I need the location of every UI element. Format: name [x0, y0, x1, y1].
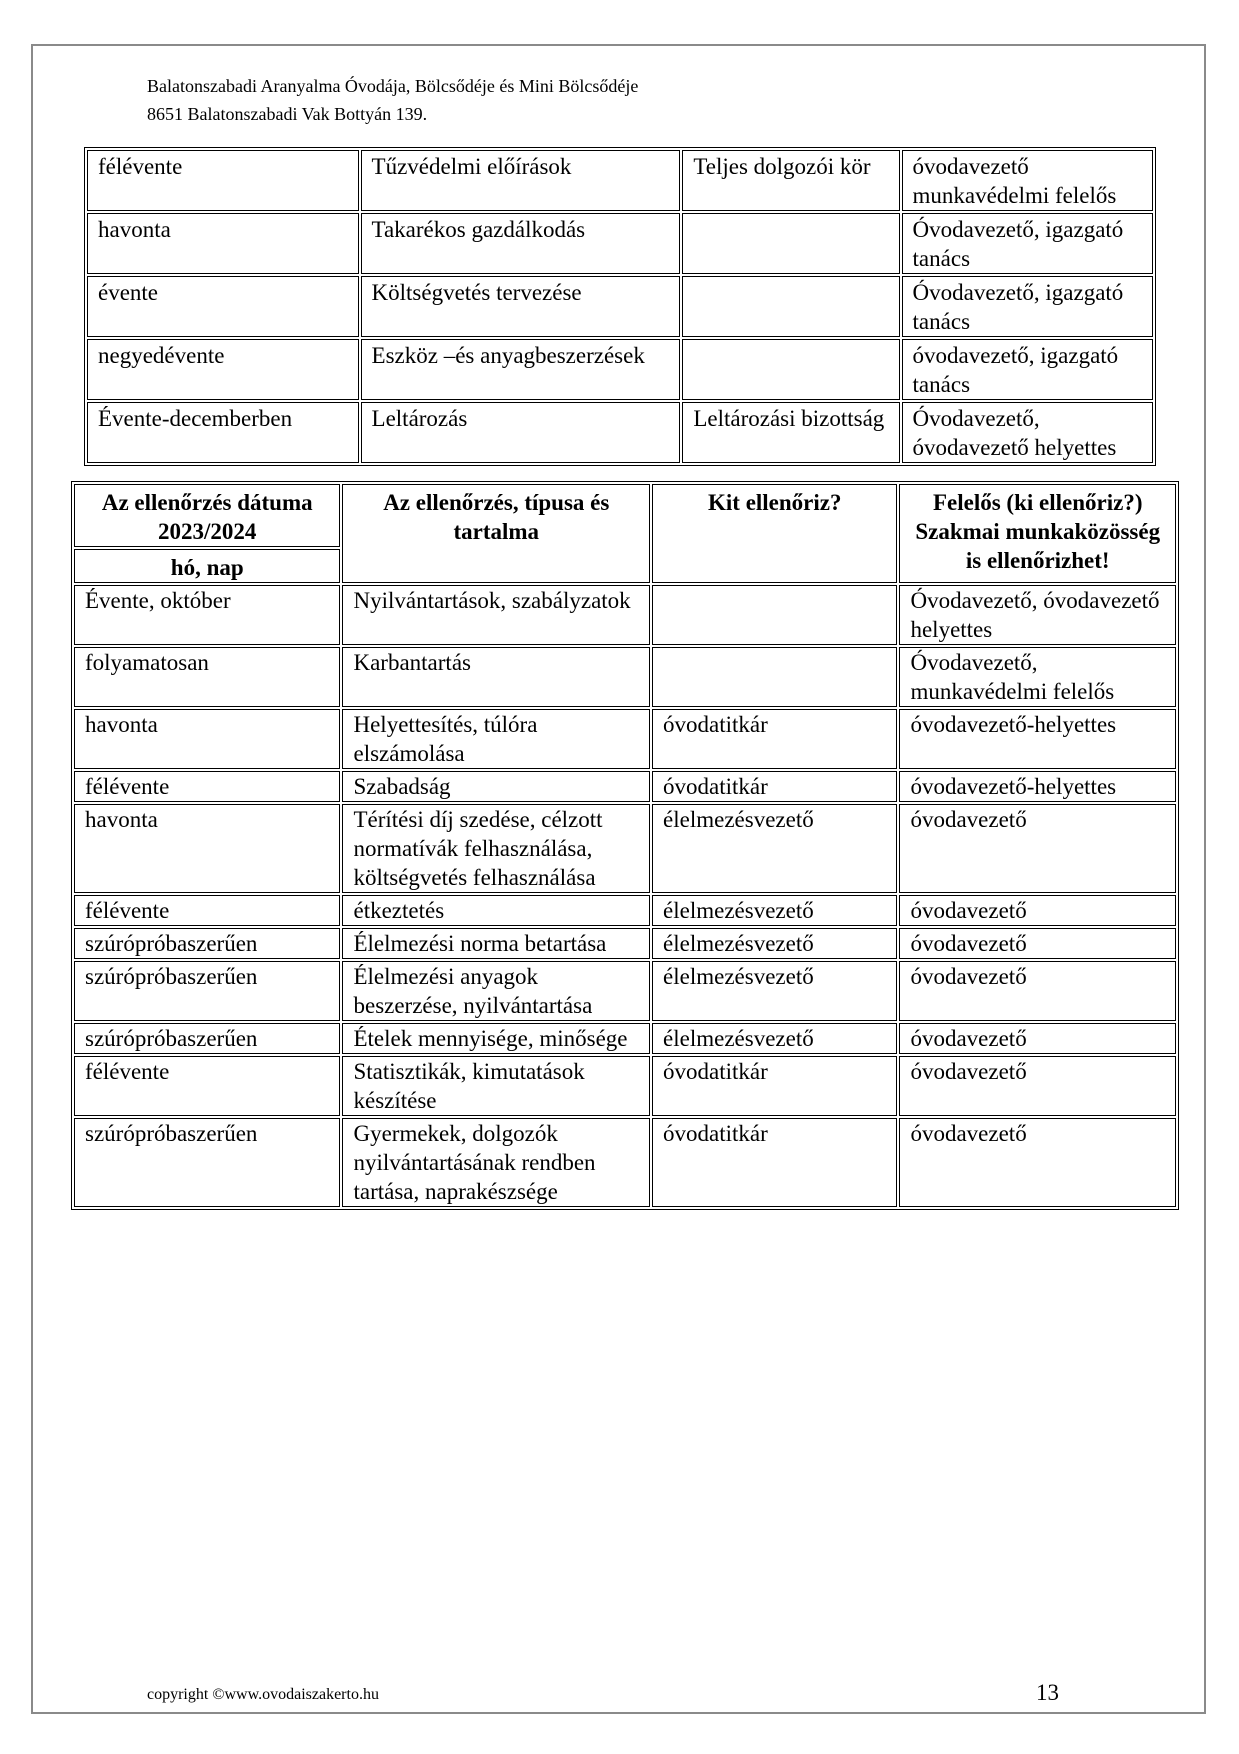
table-cell [682, 339, 899, 400]
table-cell: óvodavezető [899, 1023, 1176, 1054]
table-row [87, 276, 1153, 337]
table-row [74, 1118, 1176, 1207]
table-row [87, 339, 1153, 400]
table-row [74, 928, 1176, 959]
table-cell: szúrópróbaszerűen [74, 928, 340, 959]
table-cell: Eszköz –és anyagbeszerzések [361, 339, 681, 400]
table-cell: óvodavezető [899, 895, 1176, 926]
table-cell [652, 585, 897, 645]
table-cell: Karbantartás [342, 647, 650, 707]
schedule-table [84, 147, 1156, 466]
table-cell: óvodavezető-helyettes [899, 709, 1176, 769]
table-cell: félévente [74, 771, 340, 802]
table-cell: óvodavezető-helyettes [899, 771, 1176, 802]
table-row [74, 1056, 1176, 1116]
table-cell: szúrópróbaszerűen [74, 961, 340, 1021]
table-cell: folyamatosan [74, 647, 340, 707]
table-cell: Ételek mennyisége, minősége [342, 1023, 650, 1054]
table-cell: Óvodavezető, munkavédelmi felelős [899, 647, 1176, 707]
table-cell: élelmezésvezető [652, 804, 897, 893]
table-row [74, 585, 1176, 645]
page-number: 13 [1036, 1680, 1059, 1705]
table-cell: étkeztetés [342, 895, 650, 926]
table-row [74, 709, 1176, 769]
table-cell: Évente-decemberben [87, 402, 359, 463]
table-cell: Térítési díj szedése, célzott normatívák felhasználása, költségvetés felhasználása [342, 804, 650, 893]
table-cell: óvodatitkár [652, 1056, 897, 1116]
table-cell: élelmezésvezető [652, 1023, 897, 1054]
table-cell: Tűzvédelmi előírások [361, 150, 681, 211]
table-cell [682, 213, 899, 274]
table-cell: élelmezésvezető [652, 961, 897, 1021]
table-cell: Gyermekek, dolgozók nyilvántartásának rendben tartása, naprakészsége [342, 1118, 650, 1207]
table-cell: Óvodavezető, igazgató tanács [902, 276, 1153, 337]
table-row [74, 804, 1176, 893]
table-row [74, 895, 1176, 926]
table-cell: havonta [74, 709, 340, 769]
table-cell: Statisztikák, kimutatások készítése [342, 1056, 650, 1116]
table-cell: Évente, október [74, 585, 340, 645]
table-cell: Óvodavezető, óvodavezető helyettes [899, 585, 1176, 645]
document-header [147, 72, 638, 128]
table-cell: élelmezésvezető [652, 928, 897, 959]
institution-address: 8651 Balatonszabadi Vak Bottyán 139. [147, 104, 428, 124]
inspection-table [71, 481, 1179, 1210]
table-cell: óvodavezető [899, 1118, 1176, 1207]
table-row [87, 213, 1153, 274]
header-type: Az ellenőrzés, típusa és tartalma [342, 484, 650, 583]
table-cell: óvodatitkár [652, 1118, 897, 1207]
table-cell: havonta [74, 804, 340, 893]
table-cell: élelmezésvezető [652, 895, 897, 926]
table-cell: Szabadság [342, 771, 650, 802]
table-cell: negyedévente [87, 339, 359, 400]
table-cell: óvodavezető [899, 961, 1176, 1021]
table-cell: Leltározás [361, 402, 681, 463]
table-cell: Óvodavezető, óvodavezető helyettes [902, 402, 1153, 463]
table-cell: óvodavezető, igazgató tanács [902, 339, 1153, 400]
table-cell: Élelmezési anyagok beszerzése, nyilvántartása [342, 961, 650, 1021]
table-row [74, 771, 1176, 802]
table-cell: évente [87, 276, 359, 337]
table-cell: havonta [87, 213, 359, 274]
table-row [87, 402, 1153, 463]
table-cell: óvodatitkár [652, 771, 897, 802]
table-cell: Élelmezési norma betartása [342, 928, 650, 959]
table-row [74, 1023, 1176, 1054]
institution-name: Balatonszabadi Aranyalma Óvodája, Bölcsődéje és Mini Bölcsődéje [147, 76, 639, 96]
table-cell: Költségvetés tervezése [361, 276, 681, 337]
header-whom: Kit ellenőriz? [652, 484, 897, 583]
table-cell: Helyettesítés, túlóra elszámolása [342, 709, 650, 769]
table-cell: félévente [74, 895, 340, 926]
table-cell: óvodavezető [899, 1056, 1176, 1116]
table-cell: Óvodavezető, igazgató tanács [902, 213, 1153, 274]
header-responsible: Felelős (ki ellenőriz?) Szakmai munkaközösség is ellenőrizhet! [899, 484, 1176, 583]
table-cell: óvodavezető [899, 928, 1176, 959]
table-cell: félévente [74, 1056, 340, 1116]
table-cell: Nyilvántartások, szabályzatok [342, 585, 650, 645]
table-row [87, 150, 1153, 211]
table-cell: Takarékos gazdálkodás [361, 213, 681, 274]
table-cell: szúrópróbaszerűen [74, 1118, 340, 1207]
table-cell: óvodavezető munkavédelmi felelős [902, 150, 1153, 211]
header-date: Az ellenőrzés dátuma 2023/2024 [74, 484, 340, 547]
table-cell: óvodatitkár [652, 709, 897, 769]
table-cell [652, 647, 897, 707]
table-cell: óvodavezető [899, 804, 1176, 893]
table-cell [682, 276, 899, 337]
table-row [74, 961, 1176, 1021]
table-cell: Teljes dolgozói kör [682, 150, 899, 211]
table-cell: félévente [87, 150, 359, 211]
footer-copyright: copyright ©www.ovodaiszakerto.hu [147, 1686, 379, 1703]
table-cell: Leltározási bizottság [682, 402, 899, 463]
table-row [74, 647, 1176, 707]
header-date-sub: hó, nap [74, 549, 340, 583]
table-cell: szúrópróbaszerűen [74, 1023, 340, 1054]
